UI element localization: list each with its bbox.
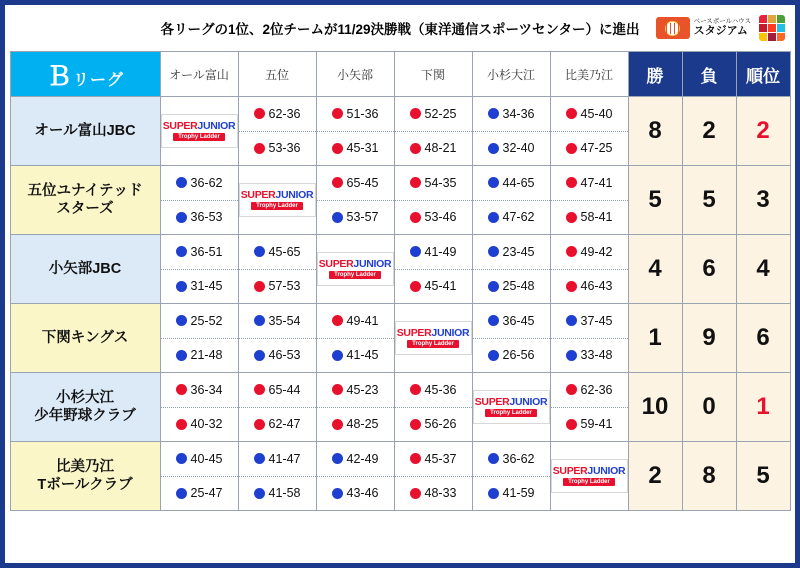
wins-value: 10 xyxy=(628,373,682,442)
match-result-cell xyxy=(472,304,550,373)
match-score xyxy=(239,97,316,132)
score-text: 45-40 xyxy=(580,106,613,121)
standings-table xyxy=(10,51,791,511)
loss-dot-icon xyxy=(566,350,577,361)
win-dot-icon xyxy=(332,177,343,188)
rank-value: 1 xyxy=(736,373,790,442)
col-header-2: 小矢部 xyxy=(316,52,394,97)
score-text: 47-25 xyxy=(580,141,613,156)
win-dot-icon xyxy=(332,419,343,430)
match-result-cell xyxy=(394,97,472,166)
loss-dot-icon xyxy=(176,246,187,257)
score-text: 36-53 xyxy=(190,210,223,225)
loss-dot-icon xyxy=(176,315,187,326)
team-name-line: 比美乃江 xyxy=(56,458,114,475)
loss-dot-icon xyxy=(488,488,499,499)
wins-value: 1 xyxy=(628,304,682,373)
col-header-1: 五位 xyxy=(238,52,316,97)
match-score xyxy=(161,201,238,235)
match-score xyxy=(317,97,394,132)
col-header-5: 比美乃江 xyxy=(550,52,628,97)
win-dot-icon xyxy=(410,143,421,154)
loss-dot-icon xyxy=(488,281,499,292)
match-score xyxy=(551,235,628,270)
super-junior-logo: SUPERJUNIOR Trophy Ladder xyxy=(317,252,394,286)
score-text: 35-54 xyxy=(268,313,301,328)
baseball-house-logo xyxy=(656,17,751,39)
loss-dot-icon xyxy=(254,488,265,499)
match-score xyxy=(161,270,238,304)
table-row xyxy=(10,373,790,442)
match-result-cell xyxy=(238,97,316,166)
match-score xyxy=(317,339,394,373)
match-score xyxy=(395,166,472,201)
score-text: 36-34 xyxy=(190,382,223,397)
score-text: 32-40 xyxy=(502,141,535,156)
win-dot-icon xyxy=(410,212,421,223)
team-name-line: Tボールクラブ xyxy=(37,477,133,493)
loss-dot-icon xyxy=(254,453,265,464)
score-text: 36-45 xyxy=(502,313,535,328)
match-score xyxy=(317,442,394,477)
rank-value: 4 xyxy=(736,235,790,304)
score-text: 59-41 xyxy=(580,417,613,432)
match-score xyxy=(317,408,394,442)
win-dot-icon xyxy=(410,419,421,430)
win-dot-icon xyxy=(176,419,187,430)
match-result-cell xyxy=(238,442,316,511)
win-dot-icon xyxy=(176,384,187,395)
self-cell-logo xyxy=(160,97,238,166)
losses-value: 6 xyxy=(682,235,736,304)
match-score xyxy=(395,235,472,270)
losses-value: 8 xyxy=(682,442,736,511)
self-cell-logo xyxy=(550,442,628,511)
score-text: 53-36 xyxy=(268,141,301,156)
loss-dot-icon xyxy=(332,488,343,499)
baseball-house-line2: スタジアム xyxy=(693,24,748,37)
score-text: 65-45 xyxy=(346,175,379,190)
col-header-losses: 負 xyxy=(682,52,736,97)
loss-dot-icon xyxy=(176,453,187,464)
match-score xyxy=(473,166,550,201)
sdg-wheel-icon xyxy=(759,15,785,41)
score-text: 40-32 xyxy=(190,417,223,432)
win-dot-icon xyxy=(566,384,577,395)
match-score xyxy=(551,97,628,132)
score-text: 62-36 xyxy=(268,106,301,121)
score-text: 47-62 xyxy=(502,210,535,225)
match-score xyxy=(551,373,628,408)
match-score xyxy=(161,442,238,477)
loss-dot-icon xyxy=(488,143,499,154)
score-text: 51-36 xyxy=(346,106,379,121)
loss-dot-icon xyxy=(410,246,421,257)
match-score xyxy=(473,477,550,511)
super-junior-logo: SUPERJUNIOR Trophy Ladder xyxy=(395,321,472,355)
team-name-line: 小杉大江 xyxy=(56,389,114,406)
match-score xyxy=(473,304,550,339)
super-junior-logo: SUPERJUNIOR Trophy Ladder xyxy=(161,114,238,148)
wins-value: 2 xyxy=(628,442,682,511)
score-text: 36-62 xyxy=(190,175,223,190)
baseball-house-line1: ベースボールハウス xyxy=(693,17,751,25)
rank-value: 3 xyxy=(736,166,790,235)
win-dot-icon xyxy=(566,419,577,430)
score-text: 45-31 xyxy=(346,141,379,156)
score-text: 53-57 xyxy=(346,210,379,225)
self-cell-logo xyxy=(316,235,394,304)
loss-dot-icon xyxy=(566,315,577,326)
score-text: 34-36 xyxy=(502,106,535,121)
loss-dot-icon xyxy=(488,315,499,326)
header-logos xyxy=(656,15,785,41)
col-header-3: 下関 xyxy=(394,52,472,97)
win-dot-icon xyxy=(566,108,577,119)
score-text: 48-33 xyxy=(424,486,457,501)
match-score xyxy=(239,339,316,373)
match-result-cell xyxy=(394,442,472,511)
win-dot-icon xyxy=(410,453,421,464)
match-score xyxy=(395,270,472,304)
match-result-cell xyxy=(550,304,628,373)
loss-dot-icon xyxy=(176,212,187,223)
match-result-cell xyxy=(316,373,394,442)
score-text: 57-53 xyxy=(268,279,301,294)
match-result-cell xyxy=(394,235,472,304)
match-result-cell xyxy=(160,373,238,442)
match-score xyxy=(551,339,628,373)
losses-value: 5 xyxy=(682,166,736,235)
win-dot-icon xyxy=(254,384,265,395)
score-text: 65-44 xyxy=(268,382,301,397)
match-score xyxy=(551,201,628,235)
match-score xyxy=(473,97,550,132)
loss-dot-icon xyxy=(488,453,499,464)
match-score xyxy=(161,477,238,511)
match-score xyxy=(161,166,238,201)
match-score xyxy=(317,304,394,339)
team-name-line: 少年野球クラブ xyxy=(34,408,136,424)
loss-dot-icon xyxy=(254,350,265,361)
team-name-line: 五位ユナイテッド xyxy=(27,182,143,199)
team-name xyxy=(10,166,160,235)
loss-dot-icon xyxy=(176,177,187,188)
match-result-cell xyxy=(238,304,316,373)
wins-value: 4 xyxy=(628,235,682,304)
self-cell-logo xyxy=(394,304,472,373)
match-result-cell xyxy=(316,442,394,511)
baseball-icon xyxy=(656,17,690,39)
score-text: 40-45 xyxy=(190,451,223,466)
match-score xyxy=(395,201,472,235)
match-score xyxy=(317,166,394,201)
match-result-cell xyxy=(238,235,316,304)
score-text: 49-42 xyxy=(580,244,613,259)
score-text: 31-45 xyxy=(190,279,223,294)
match-result-cell xyxy=(316,304,394,373)
match-result-cell xyxy=(394,373,472,442)
score-text: 62-36 xyxy=(580,382,613,397)
score-text: 41-47 xyxy=(268,451,301,466)
match-score xyxy=(551,408,628,442)
score-text: 54-35 xyxy=(424,175,457,190)
match-score xyxy=(473,132,550,166)
match-score xyxy=(161,235,238,270)
team-name xyxy=(10,442,160,511)
win-dot-icon xyxy=(254,143,265,154)
table-row xyxy=(10,304,790,373)
win-dot-icon xyxy=(332,143,343,154)
wins-value: 8 xyxy=(628,97,682,166)
score-text: 45-23 xyxy=(346,382,379,397)
match-score xyxy=(473,339,550,373)
loss-dot-icon xyxy=(332,453,343,464)
match-result-cell xyxy=(472,442,550,511)
loss-dot-icon xyxy=(488,212,499,223)
loss-dot-icon xyxy=(254,246,265,257)
loss-dot-icon xyxy=(254,315,265,326)
match-score xyxy=(317,132,394,166)
match-score xyxy=(239,270,316,304)
match-score xyxy=(551,166,628,201)
loss-dot-icon xyxy=(176,488,187,499)
loss-dot-icon xyxy=(488,246,499,257)
table-body xyxy=(10,97,790,511)
team-name-line: スターズ xyxy=(56,201,114,217)
match-result-cell xyxy=(550,373,628,442)
score-text: 46-53 xyxy=(268,348,301,363)
col-header-0: オール富山 xyxy=(160,52,238,97)
score-text: 33-48 xyxy=(580,348,613,363)
team-name xyxy=(10,97,160,166)
score-text: 37-45 xyxy=(580,313,613,328)
match-score xyxy=(395,97,472,132)
rank-value: 2 xyxy=(736,97,790,166)
win-dot-icon xyxy=(566,143,577,154)
match-score xyxy=(317,373,394,408)
match-score xyxy=(473,235,550,270)
col-header-4: 小杉大江 xyxy=(472,52,550,97)
match-result-cell xyxy=(472,97,550,166)
win-dot-icon xyxy=(332,108,343,119)
match-result-cell xyxy=(472,235,550,304)
score-text: 25-47 xyxy=(190,486,223,501)
match-score xyxy=(395,477,472,511)
super-junior-logo: SUPERJUNIOR Trophy Ladder xyxy=(473,390,550,424)
table-row xyxy=(10,235,790,304)
score-text: 36-51 xyxy=(190,244,223,259)
match-result-cell xyxy=(550,166,628,235)
win-dot-icon xyxy=(566,281,577,292)
score-text: 36-62 xyxy=(502,451,535,466)
score-text: 21-48 xyxy=(190,348,223,363)
win-dot-icon xyxy=(566,177,577,188)
page-title: 各リーグの1位、2位チームが11/29決勝戦（東洋通信スポーツセンター）に進出 xyxy=(160,22,640,37)
win-dot-icon xyxy=(410,488,421,499)
match-score xyxy=(551,304,628,339)
score-text: 41-45 xyxy=(346,348,379,363)
match-result-cell xyxy=(238,373,316,442)
win-dot-icon xyxy=(254,419,265,430)
rank-value: 6 xyxy=(736,304,790,373)
score-text: 49-41 xyxy=(346,313,379,328)
match-score xyxy=(473,270,550,304)
loss-dot-icon xyxy=(176,281,187,292)
score-text: 23-45 xyxy=(502,244,535,259)
win-dot-icon xyxy=(332,384,343,395)
win-dot-icon xyxy=(410,177,421,188)
page-header xyxy=(5,5,795,51)
match-result-cell xyxy=(160,235,238,304)
win-dot-icon xyxy=(254,281,265,292)
score-text: 46-43 xyxy=(580,279,613,294)
score-text: 48-25 xyxy=(346,417,379,432)
match-score xyxy=(161,339,238,373)
match-score xyxy=(239,477,316,511)
rank-value: 5 xyxy=(736,442,790,511)
match-score xyxy=(473,201,550,235)
loss-dot-icon xyxy=(488,108,499,119)
loss-dot-icon xyxy=(176,350,187,361)
match-score xyxy=(161,304,238,339)
match-result-cell xyxy=(550,235,628,304)
match-score xyxy=(239,373,316,408)
loss-dot-icon xyxy=(488,350,499,361)
match-result-cell xyxy=(160,442,238,511)
win-dot-icon xyxy=(410,108,421,119)
score-text: 62-47 xyxy=(268,417,301,432)
match-score xyxy=(395,373,472,408)
match-result-cell xyxy=(316,166,394,235)
score-text: 45-65 xyxy=(268,244,301,259)
match-score xyxy=(551,270,628,304)
match-result-cell xyxy=(550,97,628,166)
match-score xyxy=(239,304,316,339)
self-cell-logo xyxy=(472,373,550,442)
score-text: 26-56 xyxy=(502,348,535,363)
team-name xyxy=(10,235,160,304)
win-dot-icon xyxy=(254,108,265,119)
self-cell-logo xyxy=(238,166,316,235)
win-dot-icon xyxy=(332,315,343,326)
col-header-wins: 勝 xyxy=(628,52,682,97)
table-row xyxy=(10,442,790,511)
score-text: 47-41 xyxy=(580,175,613,190)
table-row xyxy=(10,166,790,235)
wins-value: 5 xyxy=(628,166,682,235)
losses-value: 2 xyxy=(682,97,736,166)
win-dot-icon xyxy=(410,384,421,395)
league-title: Ｂリーグ xyxy=(10,52,160,97)
loss-dot-icon xyxy=(332,212,343,223)
loss-dot-icon xyxy=(332,350,343,361)
team-name-line: オール富山JBC xyxy=(34,122,136,139)
super-junior-logo: SUPERJUNIOR Trophy Ladder xyxy=(239,183,316,217)
match-score xyxy=(317,201,394,235)
score-text: 53-46 xyxy=(424,210,457,225)
team-name-line: 小矢部JBC xyxy=(48,260,122,277)
match-result-cell xyxy=(160,304,238,373)
score-text: 48-21 xyxy=(424,141,457,156)
loss-dot-icon xyxy=(488,177,499,188)
team-name-line: 下関キングス xyxy=(41,329,129,346)
table-header-row xyxy=(10,52,790,97)
losses-value: 0 xyxy=(682,373,736,442)
match-result-cell xyxy=(160,166,238,235)
match-result-cell xyxy=(316,97,394,166)
score-text: 25-48 xyxy=(502,279,535,294)
score-text: 45-37 xyxy=(424,451,457,466)
score-text: 41-58 xyxy=(268,486,301,501)
score-text: 41-59 xyxy=(502,486,535,501)
score-text: 52-25 xyxy=(424,106,457,121)
win-dot-icon xyxy=(566,212,577,223)
match-result-cell xyxy=(472,166,550,235)
score-text: 43-46 xyxy=(346,486,379,501)
score-text: 45-36 xyxy=(424,382,457,397)
match-score xyxy=(317,477,394,511)
score-text: 41-49 xyxy=(424,244,457,259)
score-text: 56-26 xyxy=(424,417,457,432)
match-score xyxy=(473,442,550,477)
losses-value: 9 xyxy=(682,304,736,373)
match-score xyxy=(239,442,316,477)
team-name xyxy=(10,304,160,373)
super-junior-logo: SUPERJUNIOR Trophy Ladder xyxy=(551,459,628,493)
col-header-rank: 順位 xyxy=(736,52,790,97)
match-score xyxy=(551,132,628,166)
score-text: 58-41 xyxy=(580,210,613,225)
table-row xyxy=(10,97,790,166)
match-score xyxy=(161,408,238,442)
match-score xyxy=(239,408,316,442)
score-text: 45-41 xyxy=(424,279,457,294)
win-dot-icon xyxy=(566,246,577,257)
match-score xyxy=(161,373,238,408)
match-score xyxy=(395,408,472,442)
match-score xyxy=(239,235,316,270)
win-dot-icon xyxy=(410,281,421,292)
score-text: 44-65 xyxy=(502,175,535,190)
score-text: 42-49 xyxy=(346,451,379,466)
match-score xyxy=(395,442,472,477)
team-name xyxy=(10,373,160,442)
score-text: 25-52 xyxy=(190,313,223,328)
match-score xyxy=(395,132,472,166)
match-score xyxy=(239,132,316,166)
match-result-cell xyxy=(394,166,472,235)
